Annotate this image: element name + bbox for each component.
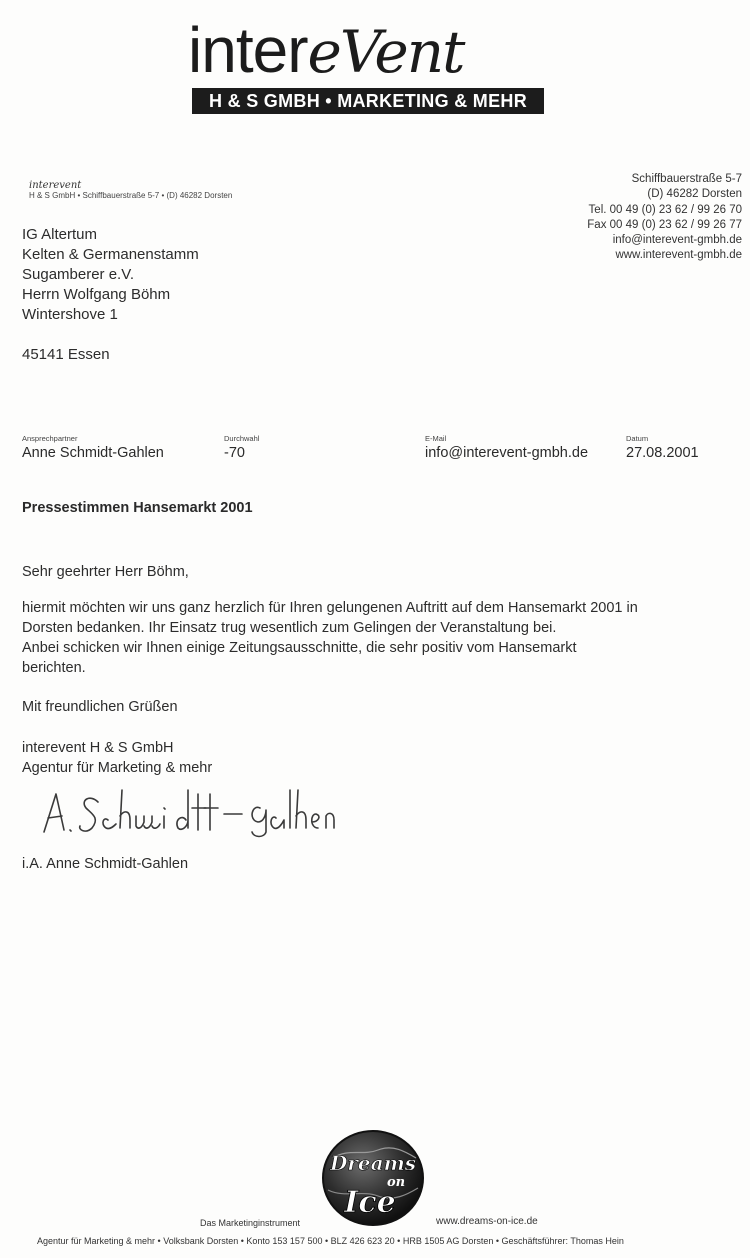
- ref-email-value: info@interevent-gmbh.de: [425, 445, 589, 461]
- contact-fax: Fax 00 49 (0) 23 62 / 99 26 77: [587, 218, 742, 231]
- ref-date-label: Datum: [626, 434, 649, 443]
- ref-extension-label: Durchwahl: [224, 434, 260, 443]
- company-tagline: Agentur für Marketing & mehr: [22, 760, 213, 776]
- ref-date: [626, 434, 699, 463]
- logo-wordmark: [188, 14, 464, 86]
- recipient-line: Kelten & Germanenstamm: [22, 246, 199, 263]
- ref-contact-value: Anne Schmidt-Gahlen: [22, 445, 164, 461]
- recipient-line: IG Altertum: [22, 226, 98, 243]
- dreams-on-ice-logo: [318, 1128, 428, 1228]
- body-line: berichten.: [22, 660, 86, 676]
- ref-extension-value: -70: [224, 445, 245, 461]
- sender-mini-logo: interevent: [29, 180, 82, 191]
- company-name: interevent H & S GmbH: [22, 740, 174, 756]
- ref-email-label: E-Mail: [425, 434, 447, 443]
- contact-city: (D) 46282 Dorsten: [647, 188, 742, 201]
- contact-tel: Tel. 00 49 (0) 23 62 / 99 26 70: [588, 203, 742, 216]
- body-line: Anbei schicken wir Ihnen einige Zeitungsausschnitte, die sehr positiv vom Hansemarkt: [22, 640, 577, 656]
- contact-street: Schiffbauerstraße 5-7: [631, 173, 742, 185]
- signer-name: i.A. Anne Schmidt-Gahlen: [22, 856, 189, 872]
- handwritten-signature: [38, 780, 338, 840]
- contact-web: www.interevent-gmbh.de: [615, 249, 742, 262]
- recipient-line: Herrn Wolfgang Böhm: [22, 286, 171, 303]
- footer-tagline: Das Marketinginstrument: [200, 1218, 301, 1228]
- ref-extension: [224, 434, 259, 463]
- logo-prefix: inter: [188, 14, 308, 86]
- logo-script: eVent: [307, 18, 464, 86]
- body-line: Dorsten bedanken. Ihr Einsatz trug wesentlich zum Gelingen der Veranstaltung bei.: [22, 620, 557, 636]
- recipient-line: Wintershove 1: [22, 306, 118, 323]
- sender-return-address: [29, 181, 309, 201]
- sender-address-line: H & S GmbH • Schiffbauerstraße 5-7 • (D) 46282 Dorsten: [29, 191, 233, 200]
- footer-website: www.dreams-on-ice.de: [436, 1216, 538, 1227]
- recipient-city: 45141 Essen: [22, 346, 110, 363]
- contact-email: info@interevent-gmbh.de: [612, 234, 742, 247]
- company-logo: [188, 8, 558, 112]
- salutation: Sehr geehrter Herr Böhm,: [22, 564, 189, 580]
- footer-bank-line: Agentur für Marketing & mehr • Volksbank Dorsten • Konto 153 157 500 • BLZ 426 623 20 • HRB 1505 AG Dorsten • Geschäftsführer: Thomas Hein: [37, 1236, 624, 1246]
- recipient-line: Sugamberer e.V.: [22, 266, 135, 283]
- ref-email: [425, 434, 588, 463]
- ref-date-value: 27.08.2001: [626, 445, 699, 461]
- contact-block: [587, 172, 742, 264]
- dreams-logo-on: on: [386, 1175, 406, 1190]
- closing-company: [22, 738, 212, 778]
- logo-bar: H & S GMBH • MARKETING & MEHR: [192, 88, 544, 114]
- closing: Mit freundlichen Grüßen: [22, 699, 178, 715]
- ref-contact: [22, 434, 164, 463]
- dreams-logo-ice: Ice: [344, 1185, 396, 1220]
- body-line: hiermit möchten wir uns ganz herzlich für Ihren gelungenen Auftritt auf dem Hansemarkt 2001 in: [22, 600, 638, 616]
- ref-contact-label: Ansprechpartner: [22, 434, 78, 443]
- recipient-address: [22, 225, 199, 365]
- letter-subject: Pressestimmen Hansemarkt 2001: [22, 500, 253, 516]
- letter-body: [22, 598, 750, 678]
- dreams-logo-word: Dreams: [330, 1151, 416, 1175]
